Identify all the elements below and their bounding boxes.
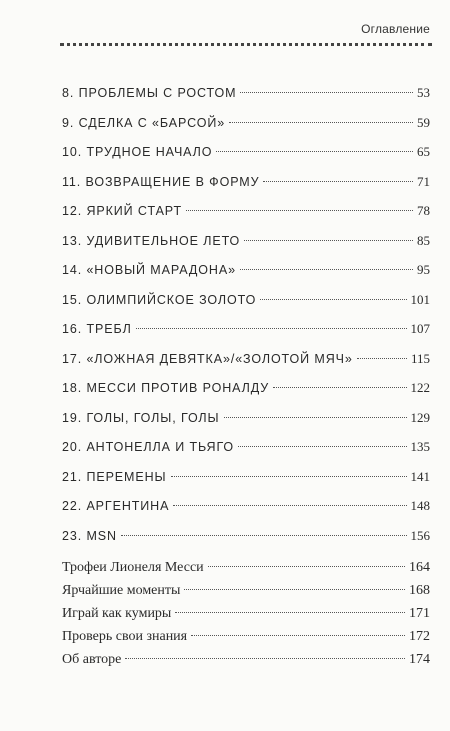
- toc-entry-page: 171: [409, 606, 430, 621]
- toc-entry-title: 10. ТРУДНОЕ НАЧАЛО: [62, 145, 213, 159]
- table-of-contents: [62, 78, 430, 671]
- dot-leader: [357, 358, 407, 359]
- toc-entry-title: 19. ГОЛЫ, ГОЛЫ, ГОЛЫ: [62, 410, 220, 425]
- toc-entry-title: Проверь свои знания: [62, 629, 188, 644]
- toc-entry-page: 107: [410, 321, 430, 336]
- toc-entry-page: 78: [417, 203, 430, 218]
- toc-entry-page: 59: [417, 114, 430, 130]
- toc-entry-title: 22. АРГЕНТИНА: [62, 499, 170, 513]
- toc-entry-page: 164: [409, 560, 430, 575]
- toc-entry-chapter-11: [62, 167, 430, 197]
- toc-entry-page: 148: [410, 498, 430, 513]
- dot-leader: [263, 181, 413, 182]
- toc-entry-chapter-17: [62, 344, 430, 374]
- dot-leader: [240, 92, 413, 93]
- toc-entry-title: Об авторе: [62, 652, 122, 667]
- toc-entry-chapter-18: [62, 373, 430, 403]
- toc-entry-page: 156: [410, 527, 430, 543]
- dot-leader: [229, 122, 413, 123]
- toc-entry-title: 12. ЯРКИЙ СТАРТ: [62, 204, 183, 218]
- toc-entry-page: 101: [410, 291, 430, 307]
- toc-entry-page: 53: [417, 85, 430, 100]
- toc-entry-title: Трофеи Лионеля Месси: [62, 560, 204, 575]
- toc-entry-chapter-22: [62, 491, 430, 521]
- toc-entry-page: 115: [410, 350, 430, 366]
- dot-leader: [273, 387, 406, 388]
- dot-leader: [121, 535, 407, 536]
- toc-entry-chapter-19: [62, 403, 430, 433]
- dot-leader: [244, 240, 413, 241]
- toc-entry-title: 17. «ЛОЖНАЯ ДЕВЯТКА»/«ЗОЛОТОЙ МЯЧ»: [62, 351, 353, 366]
- toc-entry-title: 11. ВОЗВРАЩЕНИЕ В ФОРМУ: [62, 174, 260, 189]
- toc-entry-chapter-21: [62, 462, 430, 492]
- toc-entry-chapter-8: [62, 78, 430, 108]
- toc-entry-title: 14. «НОВЫЙ МАРАДОНА»: [62, 263, 236, 277]
- toc-entry-highlights: [62, 579, 430, 602]
- toc-entry-title: 13. УДИВИТЕЛЬНОЕ ЛЕТО: [62, 233, 241, 248]
- toc-entry-chapter-9: [62, 108, 430, 138]
- toc-entry-title: Ярчайшие моменты: [62, 583, 181, 598]
- dot-leader: [136, 328, 407, 329]
- dot-leader: [238, 446, 406, 447]
- dot-leader: [224, 417, 407, 418]
- toc-entry-trophies: [62, 556, 430, 579]
- toc-entry-title: 16. ТРЕБЛ: [62, 322, 132, 336]
- dot-leader: [191, 635, 405, 636]
- toc-entry-chapter-20: [62, 432, 430, 462]
- dot-leader: [184, 589, 405, 590]
- toc-entry-chapter-16: [62, 314, 430, 344]
- dot-leader: [186, 210, 413, 211]
- toc-entry-title: 15. ОЛИМПИЙСКОЕ ЗОЛОТО: [62, 292, 257, 307]
- dot-leader: [175, 612, 405, 613]
- toc-entry-page: 122: [410, 380, 430, 395]
- toc-entry-about-author: [62, 648, 430, 671]
- dot-leader: [240, 269, 413, 270]
- dot-leader: [216, 151, 413, 152]
- toc-entry-title: 20. АНТОНЕЛЛА И ТЬЯГО: [62, 440, 235, 454]
- toc-entry-title: Играй как кумиры: [62, 606, 172, 621]
- toc-entry-title: 8. ПРОБЛЕМЫ С РОСТОМ: [62, 86, 237, 100]
- toc-entry-page: 129: [410, 409, 430, 425]
- toc-entry-title: 23. MSN: [62, 528, 117, 543]
- toc-entry-page: 141: [410, 468, 430, 484]
- toc-entry-page: 71: [417, 173, 430, 189]
- running-head: Оглавление: [361, 22, 430, 36]
- toc-entry-title: 9. СДЕЛКА С «БАРСОЙ»: [62, 115, 226, 130]
- dot-leader: [171, 476, 407, 477]
- header-dotted-rule: [60, 43, 432, 46]
- toc-entry-page: 95: [417, 262, 430, 277]
- toc-entry-chapter-15: [62, 285, 430, 315]
- toc-entry-title: 18. МЕССИ ПРОТИВ РОНАЛДУ: [62, 381, 270, 395]
- toc-entry-page: 65: [417, 144, 430, 159]
- toc-entry-chapter-14: [62, 255, 430, 285]
- toc-entry-chapter-10: [62, 137, 430, 167]
- toc-entry-page: 168: [409, 583, 430, 598]
- toc-entry-page: 174: [409, 652, 430, 667]
- dot-leader: [125, 658, 405, 659]
- dot-leader: [260, 299, 406, 300]
- toc-entry-title: 21. ПЕРЕМЕНЫ: [62, 469, 167, 484]
- toc-entry-page: 172: [409, 629, 430, 644]
- dot-leader: [208, 566, 405, 567]
- toc-entry-chapter-12: [62, 196, 430, 226]
- toc-entry-chapter-13: [62, 226, 430, 256]
- dot-leader: [173, 505, 406, 506]
- toc-entry-page: 85: [417, 232, 430, 248]
- toc-entry-page: 135: [410, 439, 430, 454]
- toc-entry-chapter-23: [62, 521, 430, 551]
- toc-entry-play-like-idols: [62, 602, 430, 625]
- toc-entry-quiz: [62, 625, 430, 648]
